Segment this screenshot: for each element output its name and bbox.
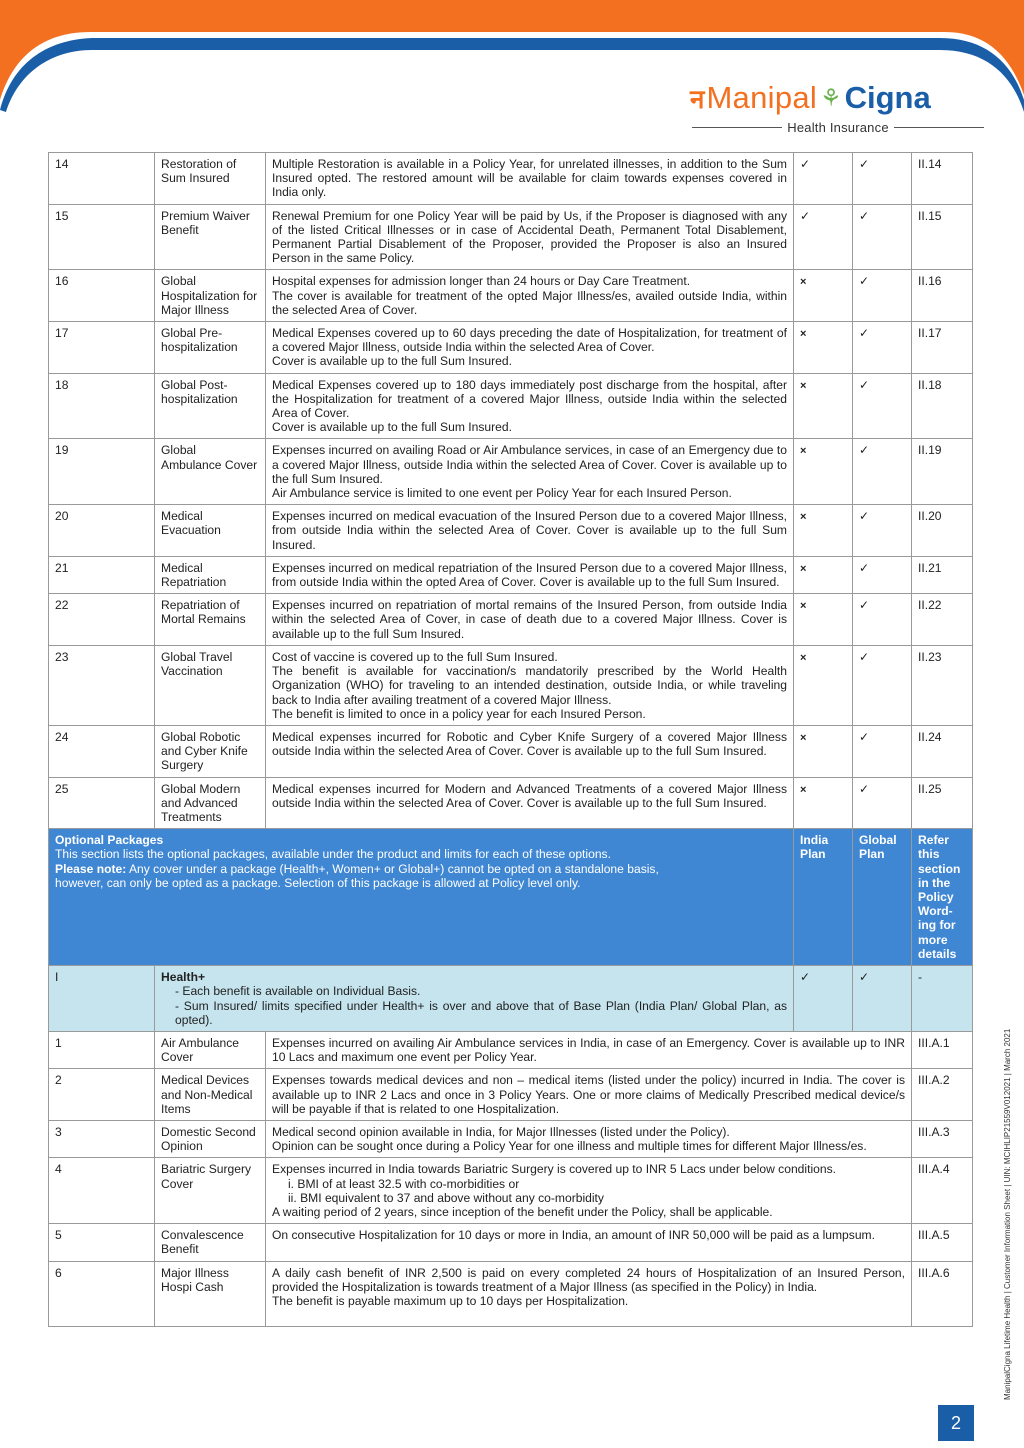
benefit-row <box>49 373 973 439</box>
optional-benefit-row <box>49 1069 973 1121</box>
benefit-name: Global Travel Vaccination <box>155 645 266 725</box>
tick-icon: ✓ <box>859 509 870 524</box>
global-plan-mark <box>853 556 912 593</box>
condition-item: i. BMI of at least 32.5 with co-morbidities or <box>288 1176 520 1191</box>
benefit-row <box>49 439 973 505</box>
tick-icon: ✓ <box>859 729 870 744</box>
benefit-number: 24 <box>49 725 155 777</box>
benefits-table <box>48 152 973 1327</box>
please-note-text: Any cover under a package (Health+, Women+ or Global+) cannot be opted on a standalone basis, <box>126 861 659 876</box>
policy-reference: II.22 <box>912 594 973 646</box>
global-plan-mark <box>853 270 912 322</box>
policy-reference: II.23 <box>912 645 973 725</box>
global-plan-mark <box>853 373 912 439</box>
india-plan-mark <box>794 645 853 725</box>
cross-icon: × <box>800 445 807 458</box>
tick-icon: ✓ <box>800 208 811 223</box>
tick-icon: ✓ <box>859 326 870 341</box>
benefit-number: 22 <box>49 594 155 646</box>
logo-manipal-text: Manipal <box>706 80 818 115</box>
optional-benefit-name: Convalescence Benefit <box>155 1224 266 1261</box>
benefit-description: Expenses incurred on availing Road or Air Ambulance services, in case of an Emergency due to a covered Major Illness, outside India within the selected Area of Cover. Cover is available up to the full Sum Insured. Air Ambulance service is limited to one event per Policy Year for each Insured Person. <box>266 439 794 505</box>
cross-icon: × <box>800 276 807 289</box>
cross-icon: × <box>800 379 807 392</box>
benefit-number: 21 <box>49 556 155 593</box>
india-plan-header: India Plan <box>794 829 853 966</box>
package-ref: - <box>912 966 973 1032</box>
global-plan-mark <box>853 594 912 646</box>
benefit-number: 16 <box>49 270 155 322</box>
benefit-name: Repatriation of Mortal Remains <box>155 594 266 646</box>
optional-benefit-number: 5 <box>49 1224 155 1261</box>
cross-icon: × <box>800 328 807 341</box>
policy-reference: II.14 <box>912 153 973 205</box>
page-number: 2 <box>938 1405 974 1441</box>
benefit-name: Medical Repatriation <box>155 556 266 593</box>
india-plan-mark <box>794 556 853 593</box>
optional-policy-reference: III.A.2 <box>912 1069 973 1121</box>
benefit-number: 15 <box>49 204 155 270</box>
logo-cigna-text: Cigna <box>844 80 931 115</box>
optional-policy-reference: III.A.1 <box>912 1031 973 1068</box>
benefit-row <box>49 594 973 646</box>
india-plan-mark <box>794 322 853 374</box>
optional-benefits-body <box>49 1031 973 1326</box>
benefit-row <box>49 725 973 777</box>
policy-reference: II.15 <box>912 204 973 270</box>
cross-icon: × <box>800 562 807 575</box>
benefit-name: Global Pre-hospitalization <box>155 322 266 374</box>
benefit-name: Global Post- hospitalization <box>155 373 266 439</box>
benefit-description: Expenses incurred on medical evacuation of the Insured Person due to a covered Major Illness, from outside India within the selected Area of Cover. Cover is available up to the full Sum Insured. <box>266 505 794 557</box>
global-plan-mark <box>853 322 912 374</box>
condition-item: ii. BMI equivalent to 37 and above without any co-morbidity <box>288 1190 604 1205</box>
cross-icon: × <box>800 511 807 524</box>
package-description <box>155 966 794 1032</box>
india-plan-mark <box>794 373 853 439</box>
benefit-description: Medical expenses incurred for Modern and Advanced Treatments of a covered Major Illness outside India within the selected Area of Cover. Cover is available up to the full Sum Insured. <box>266 777 794 829</box>
india-plan-mark <box>794 153 853 205</box>
policy-reference: II.18 <box>912 373 973 439</box>
benefit-number: 19 <box>49 439 155 505</box>
tick-icon: ✓ <box>859 274 870 289</box>
india-plan-mark <box>794 594 853 646</box>
tick-icon: ✓ <box>859 157 870 171</box>
benefit-description: Expenses incurred on repatriation of mortal remains of the Insured Person, from outside India within the selected Area of Cover, in case of death due to a covered Major Illness. Cover is available up to the full Sum Insured. <box>266 594 794 646</box>
india-plan-mark <box>794 439 853 505</box>
manipal-mark-icon: न <box>690 84 705 114</box>
please-note-label: Please note: <box>55 861 127 876</box>
benefit-row <box>49 505 973 557</box>
logo-subtitle-text: Health Insurance <box>787 120 889 135</box>
tick-icon: ✓ <box>859 208 870 223</box>
benefit-name: Global Modern and Advanced Treatments <box>155 777 266 829</box>
optional-packages-intro <box>49 829 794 966</box>
tick-icon: ✓ <box>800 970 811 985</box>
benefit-row <box>49 204 973 270</box>
optional-benefit-number: 3 <box>49 1120 155 1157</box>
tick-icon: ✓ <box>859 377 870 392</box>
package-bullet-1: - Each benefit is available on Individual Basis. <box>175 984 421 999</box>
optional-benefit-description: Expenses towards medical devices and non – medical items (listed under the policy) incurred in India. The cover is available up to INR 2 Lacs and once in 3 Policy Years. One or more claims of Medically Prescribed medical device/s will be payable if that is related to one Hospitalization. <box>266 1069 912 1121</box>
benefit-number: 25 <box>49 777 155 829</box>
tick-icon: ✓ <box>859 970 870 985</box>
benefit-row <box>49 322 973 374</box>
optional-benefit-name: Medical Devices and Non-Medical Items <box>155 1069 266 1121</box>
optional-benefit-row <box>49 1224 973 1261</box>
optional-benefit-name: Air Ambulance Cover <box>155 1031 266 1068</box>
optional-benefit-row <box>49 1120 973 1157</box>
benefit-name: Global Robotic and Cyber Knife Surgery <box>155 725 266 777</box>
global-plan-mark <box>853 777 912 829</box>
optional-policy-reference: III.A.5 <box>912 1224 973 1261</box>
cross-icon: × <box>800 651 807 664</box>
optional-benefit-description: Expenses incurred in India towards Bariatric Surgery is covered up to INR 5 Lacs under below conditions. i. BMI of at least 32.5 with co-morbidities or ii. BMI equivalent to 37 and above without any co-morbidity A waiting period of 2 years, since inception of the benefit under the Policy, shall be applicable. <box>266 1158 912 1224</box>
refer-section-header: Refer this section in the Policy Word-ing for more details <box>912 829 973 966</box>
optional-policy-reference: III.A.3 <box>912 1120 973 1157</box>
benefit-name: Global Ambulance Cover <box>155 439 266 505</box>
base-benefits-body <box>49 153 973 829</box>
policy-reference: II.25 <box>912 777 973 829</box>
global-plan-mark <box>853 505 912 557</box>
optional-section-body <box>49 829 973 1032</box>
optional-packages-line3: however, can only be opted as a package. Selection of this package is allowed at Policy level only. <box>55 875 581 890</box>
policy-reference: II.16 <box>912 270 973 322</box>
benefit-number: 18 <box>49 373 155 439</box>
cross-icon: × <box>800 783 807 796</box>
optional-benefit-number: 1 <box>49 1031 155 1068</box>
optional-benefit-number: 4 <box>49 1158 155 1224</box>
package-title: Health+ <box>161 970 206 985</box>
manipal-cigna-logo <box>690 80 990 140</box>
optional-benefit-description: A daily cash benefit of INR 2,500 is paid on every completed 24 hours of Hospitalization of an Insured Person, provided the Hospitalization is towards treatment of a Major Illness (as specified in the Policy) in India. The benefit is payable maximum up to 10 days per Hospitalization. <box>266 1261 912 1326</box>
optional-benefit-name: Major Illness Hospi Cash <box>155 1261 266 1326</box>
india-plan-mark <box>794 204 853 270</box>
optional-benefit-name: Bariatric Surgery Cover <box>155 1158 266 1224</box>
benefit-name: Global Hospitalization for Major Illness <box>155 270 266 322</box>
benefit-description: Multiple Restoration is available in a Policy Year, for unrelated illnesses, in addition to the Sum Insured opted. The restored amount will be available for claim towards expenses covered in India only. <box>266 153 794 205</box>
benefit-number: 14 <box>49 153 155 205</box>
optional-benefit-number: 2 <box>49 1069 155 1121</box>
benefit-row <box>49 153 973 205</box>
optional-benefit-row <box>49 1031 973 1068</box>
benefit-number: 17 <box>49 322 155 374</box>
logo-subtitle <box>692 120 984 135</box>
benefit-row <box>49 645 973 725</box>
tick-icon: ✓ <box>859 560 870 575</box>
package-india-mark <box>794 966 853 1032</box>
optional-packages-title: Optional Packages <box>55 833 164 848</box>
global-plan-mark <box>853 645 912 725</box>
policy-reference: II.21 <box>912 556 973 593</box>
benefit-row <box>49 777 973 829</box>
package-global-mark <box>853 966 912 1032</box>
benefit-description: Medical expenses incurred for Robotic and Cyber Knife Surgery of a covered Major Illness outside India within the selected Area of Cover. Cover is available up to the full Sum Insured. <box>266 725 794 777</box>
policy-reference: II.20 <box>912 505 973 557</box>
cross-icon: × <box>800 731 807 744</box>
optional-benefit-description: On consecutive Hospitalization for 10 days or more in India, an amount of INR 50,000 will be paid as a lumpsum. <box>266 1224 912 1261</box>
tree-icon: ⚘ <box>820 84 842 112</box>
india-plan-mark <box>794 505 853 557</box>
tick-icon: ✓ <box>859 598 870 613</box>
optional-packages-line1: This section lists the optional packages, available under the product and limits for each of these options. <box>55 847 611 862</box>
footer-side-text: ManipalCigna Lifetime Health | Customer Information Sheet | UIN: MCIHLIP21559V012021 | March 2021 <box>1003 1028 1012 1400</box>
india-plan-mark <box>794 777 853 829</box>
benefit-description: Medical Expenses covered up to 180 days immediately post discharge from the hospital, after the Hospitalization for treatment of a covered Major Illness, outside India within the selected Area of Cover. Cover is available up to the full Sum Insured. <box>266 373 794 439</box>
benefit-number: 20 <box>49 505 155 557</box>
policy-reference: II.19 <box>912 439 973 505</box>
benefit-description: Expenses incurred on medical repatriation of the Insured Person due to a covered Major Illness, from outside India within the opted Area of Cover. Cover is available up to the full Sum Insured. <box>266 556 794 593</box>
package-bullet-2: - Sum Insured/ limits specified under Health+ is over and above that of Base Plan (India Plan/ Global Plan, as opted). <box>175 998 787 1027</box>
package-number: I <box>49 966 155 1032</box>
global-plan-header: Global Plan <box>853 829 912 966</box>
cross-icon: × <box>800 600 807 613</box>
benefit-row <box>49 270 973 322</box>
optional-benefit-name: Domestic Second Opinion <box>155 1120 266 1157</box>
benefit-description: Cost of vaccine is covered up to the full Sum Insured. The benefit is available for vaccination/s mandatorily prescribed by the World Health Organization (WHO) for traveling to an intended destination, outside India, or while traveling back to India after availing treatment of a covered Major Illness. The benefit is limited to once in a policy year for each Insured Person. <box>266 645 794 725</box>
policy-reference: II.24 <box>912 725 973 777</box>
global-plan-mark <box>853 153 912 205</box>
benefit-description: Medical Expenses covered up to 60 days preceding the date of Hospitalization, for treatment of a covered Major Illness, outside India within the selected Area of Cover. Cover is available up to the full Sum Insured. <box>266 322 794 374</box>
tick-icon: ✓ <box>859 781 870 796</box>
india-plan-mark <box>794 725 853 777</box>
optional-packages-header-row <box>49 829 973 966</box>
optional-benefit-description: Medical second opinion available in India, for Major Illnesses (listed under the Policy). Opinion can be sought once during a Policy Year for one illness and multiple times for different Major Illness/es. <box>266 1120 912 1157</box>
benefit-description: Renewal Premium for one Policy Year will be paid by Us, if the Proposer is diagnosed with any of the listed Critical Illnesses or in case of Accidental Death, Permanent Total Disablement, Permanent Partial Disablement of the Proposer, provided the Proposer is also an Insured Person in the same Policy. <box>266 204 794 270</box>
benefit-description: Hospital expenses for admission longer than 24 hours or Day Care Treatment. The cover is available for treatment of the opted Major Illness/es, availed outside India, within the selected Area of Cover. <box>266 270 794 322</box>
tick-icon: ✓ <box>800 157 811 171</box>
global-plan-mark <box>853 725 912 777</box>
optional-benefit-number: 6 <box>49 1261 155 1326</box>
optional-benefit-description: Expenses incurred on availing Air Ambulance services in India, in case of an Emergency. Cover is available up to INR 10 Lacs and maximum one event per Policy Year. <box>266 1031 912 1068</box>
benefit-name: Restoration of Sum Insured <box>155 153 266 205</box>
india-plan-mark <box>794 270 853 322</box>
global-plan-mark <box>853 204 912 270</box>
benefit-row <box>49 556 973 593</box>
global-plan-mark <box>853 439 912 505</box>
policy-reference: II.17 <box>912 322 973 374</box>
benefit-name: Medical Evacuation <box>155 505 266 557</box>
tick-icon: ✓ <box>859 443 870 458</box>
tick-icon: ✓ <box>859 649 870 664</box>
optional-benefit-row <box>49 1158 973 1224</box>
benefit-number: 23 <box>49 645 155 725</box>
health-plus-row <box>49 966 973 1032</box>
optional-benefit-row <box>49 1261 973 1326</box>
optional-policy-reference: III.A.4 <box>912 1158 973 1224</box>
optional-policy-reference: III.A.6 <box>912 1261 973 1326</box>
benefit-name: Premium Waiver Benefit <box>155 204 266 270</box>
